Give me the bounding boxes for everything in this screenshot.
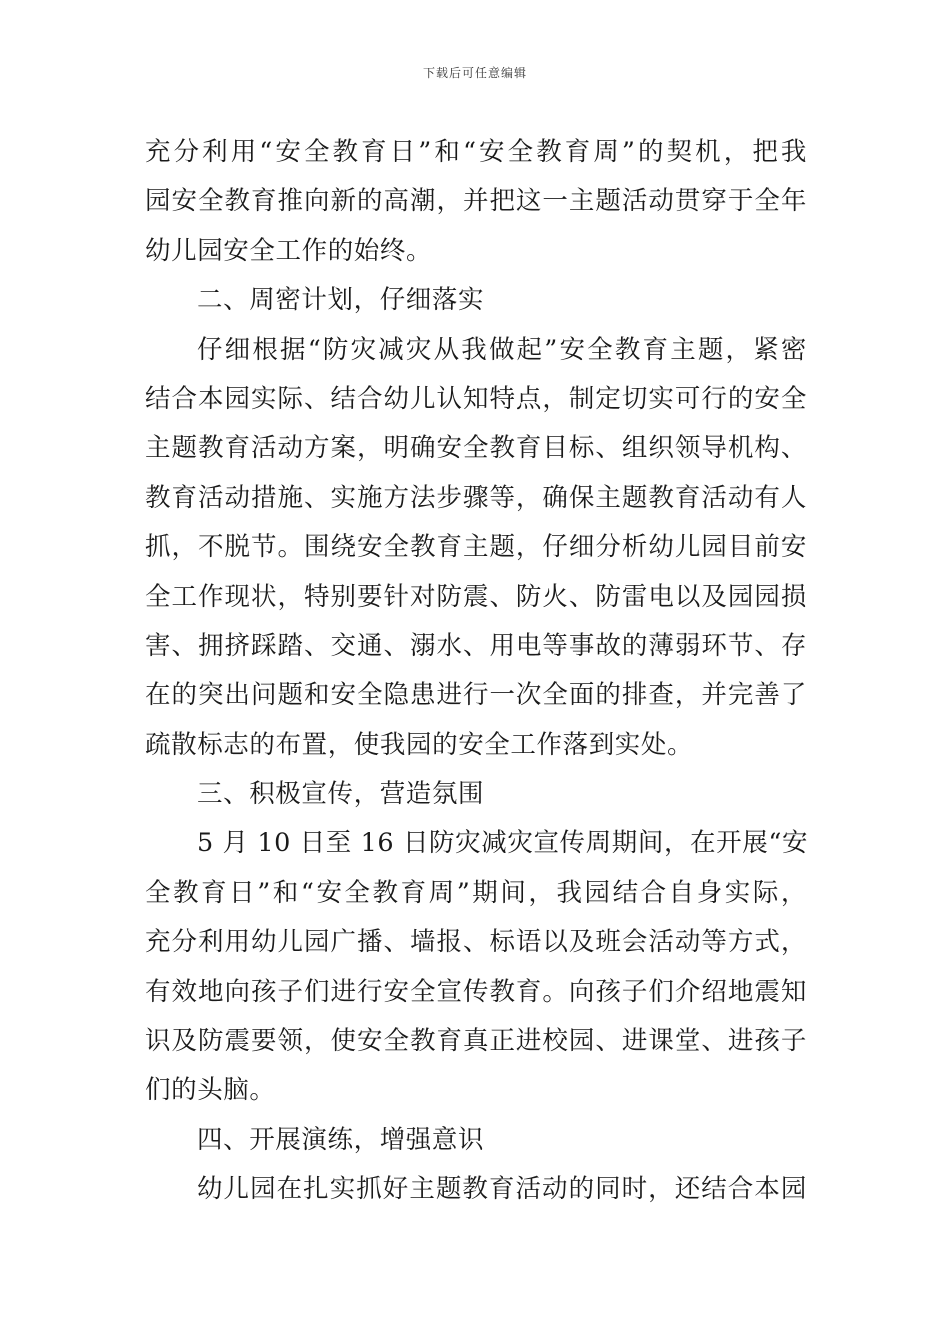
paragraph-line: 充分利用幼儿园广播、墙报、标语以及班会活动等方式， [145, 927, 807, 958]
paragraph-line: 害、拥挤踩踏、交通、溺水、用电等事故的薄弱环节、存 [145, 630, 807, 661]
paragraph-line: 5 月 10 日至 16 日防灾减灾宣传周期间，在开展“安 [197, 828, 809, 859]
paragraph-line: 结合本园实际、结合幼儿认知特点，制定切实可行的安全 [145, 383, 807, 414]
section-heading: 二、周密计划，仔细落实 [197, 285, 485, 316]
paragraph-line: 充分利用“安全教育日”和“安全教育周”的契机，把我 [145, 137, 807, 167]
paragraph-line: 全教育日”和“安全教育周”期间，我园结合自身实际， [145, 877, 807, 908]
paragraph-line: 幼儿园安全工作的始终。 [145, 235, 433, 266]
document-body [145, 128, 807, 1215]
paragraph-line: 教育活动措施、实施方法步骤等，确保主题教育活动有人 [145, 482, 807, 513]
paragraph-line: 们的头脑。 [145, 1075, 276, 1106]
paragraph-line: 幼儿园在扎实抓好主题教育活动的同时，还结合本园 [197, 1174, 807, 1205]
paragraph-line: 仔细根据“防灾减灾从我做起”安全教育主题，紧密 [197, 334, 807, 365]
section-heading: 四、开展演练，增强意识 [197, 1124, 485, 1155]
paragraph-line: 疏散标志的布置，使我园的安全工作落到实处。 [145, 729, 694, 760]
paragraph-line: 识及防震要领，使安全教育真正进校园、进课堂、进孩子 [145, 1026, 807, 1057]
paragraph-line: 园安全教育推向新的高潮，并把这一主题活动贯穿于全年 [145, 186, 807, 217]
paragraph-line: 在的突出问题和安全隐患进行一次全面的排查，并完善了 [145, 680, 807, 711]
section-heading: 三、积极宣传，营造氛围 [197, 779, 485, 810]
header-note: 下载后可任意编辑 [422, 66, 527, 80]
paragraph-line: 有效地向孩子们进行安全宣传教育。向孩子们介绍地震知 [145, 976, 807, 1007]
paragraph-line: 主题教育活动方案，明确安全教育目标、组织领导机构、 [145, 433, 807, 464]
paragraph-line: 抓，不脱节。围绕安全教育主题，仔细分析幼儿园目前安 [145, 532, 807, 563]
paragraph-line: 全工作现状，特别要针对防震、防火、防雷电以及园园损 [145, 581, 807, 612]
